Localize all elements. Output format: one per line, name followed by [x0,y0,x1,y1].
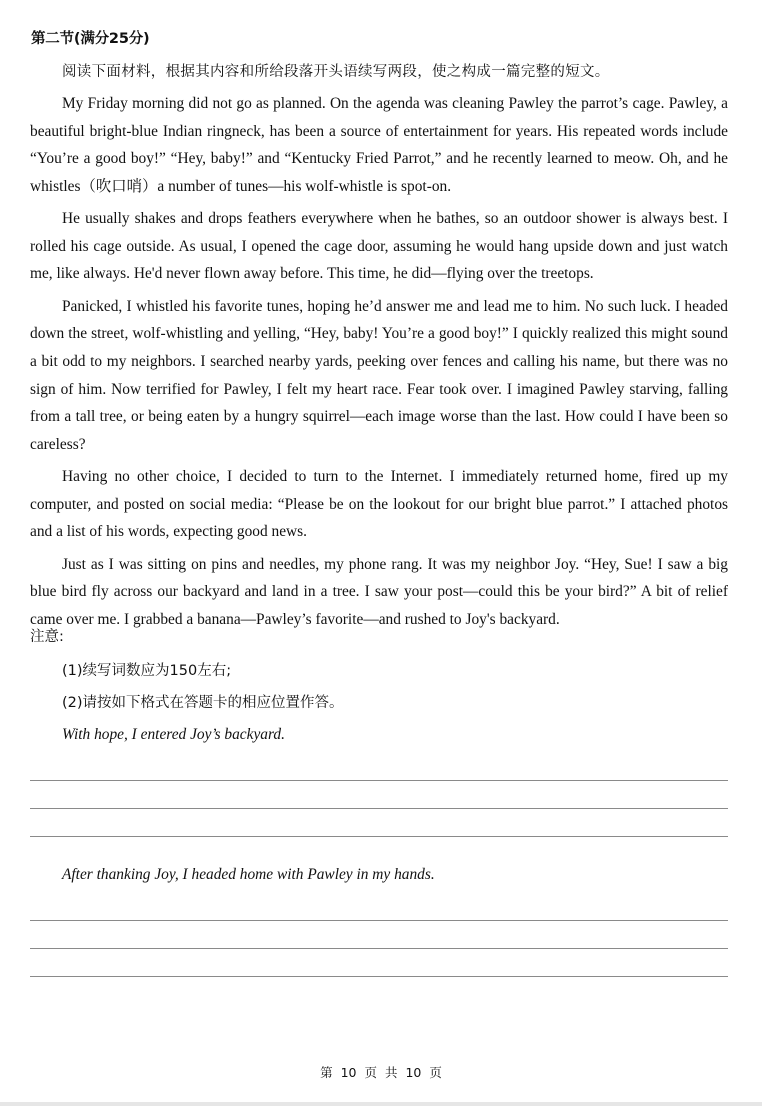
footer-current-page: 10 [340,1065,357,1080]
answer-line-5[interactable] [30,948,728,949]
passage-paragraph-2: He usually shakes and drops feathers everywhere when he bathes, so an outdoor shower is always best. I rolled his cage outside. As usual, I opened the cage door, assuming he would hang upside down and just watch me, like always. He'd never flown away before. This time, he did—flying over the treetops. [30,210,728,283]
answer-line-6[interactable] [30,976,728,977]
footer-of-word: 共 [384,1065,398,1080]
footer-total-pages: 10 [405,1065,422,1080]
note-item-answer-format: (2)请按如下格式在答题卡的相应位置作答。 [62,695,344,711]
section-heading: 第二节(满分25分) [31,31,150,47]
notes-label: 注意: [30,629,64,645]
page-footer [0,1064,762,1082]
passage-paragraph-3: Panicked, I whistled his favorite tunes, hoping he’d answer me and lead me to him. No such luck. I headed down the street, wolf-whistling and yelling, “Hey, baby! You’re a good boy!” I quickly realized this might sound a bit odd to my neighbors. I searched nearby yards, peeking over fences and calling his name, but there was no sign of him. Now terrified for Pawley, I felt my heart race. Fear took over. I imagined Pawley starving, falling from a tall tree, or being eaten by a hungry squirrel—each image worse than the last. How could I have been so careless? [30,297,728,453]
answer-line-2[interactable] [30,808,728,809]
continuation-opening-1: With hope, I entered Joy’s backyard. [62,726,285,743]
section-instruction: 阅读下面材料，根据其内容和所给段落开头语续写两段，使之构成一篇完整的短文。 [62,64,610,80]
passage-paragraph-1: My Friday morning did not go as planned. On the agenda was cleaning Pawley the parrot’s cage. Pawley, a beautiful bright-blue Indian ringneck, has been a source of entertainment for years. His repeated words include “You’re a good boy!” “Hey, baby!” and “Kentucky Fried Parrot,” and he recently learned to meow. Oh, and he whistles（吹口哨）a number of tunes—his wolf-whistle is spot-on. [30,95,728,195]
answer-line-1[interactable] [30,780,728,781]
footer-suffix: 页 [429,1065,442,1080]
footer-page-word: 页 [364,1065,377,1080]
passage-paragraph-5: Just as I was sitting on pins and needles, my phone rang. It was my neighbor Joy. “Hey, Sue! I saw a big blue bird fly across our backyard and land in a tree. I saw your post—could this be your bird?” A bit of relief came over me. I grabbed a banana—Pawley’s favorite—and rushed to Joy's backyard. [30,555,728,628]
footer-prefix: 第 [320,1065,333,1080]
answer-line-3[interactable] [30,836,728,837]
reading-passage [30,90,728,638]
passage-paragraph-4: Having no other choice, I decided to turn to the Internet. I immediately returned home, fired up my computer, and posted on social media: “Please be on the lookout for our bright blue parrot.” I attached photos and a list of his words, expecting good news. [30,468,728,541]
answer-line-4[interactable] [30,920,728,921]
note-item-word-count: (1)续写词数应为150左右; [62,663,232,679]
page-bottom-edge [0,1102,762,1106]
continuation-opening-2: After thanking Joy, I headed home with Pawley in my hands. [62,866,435,883]
